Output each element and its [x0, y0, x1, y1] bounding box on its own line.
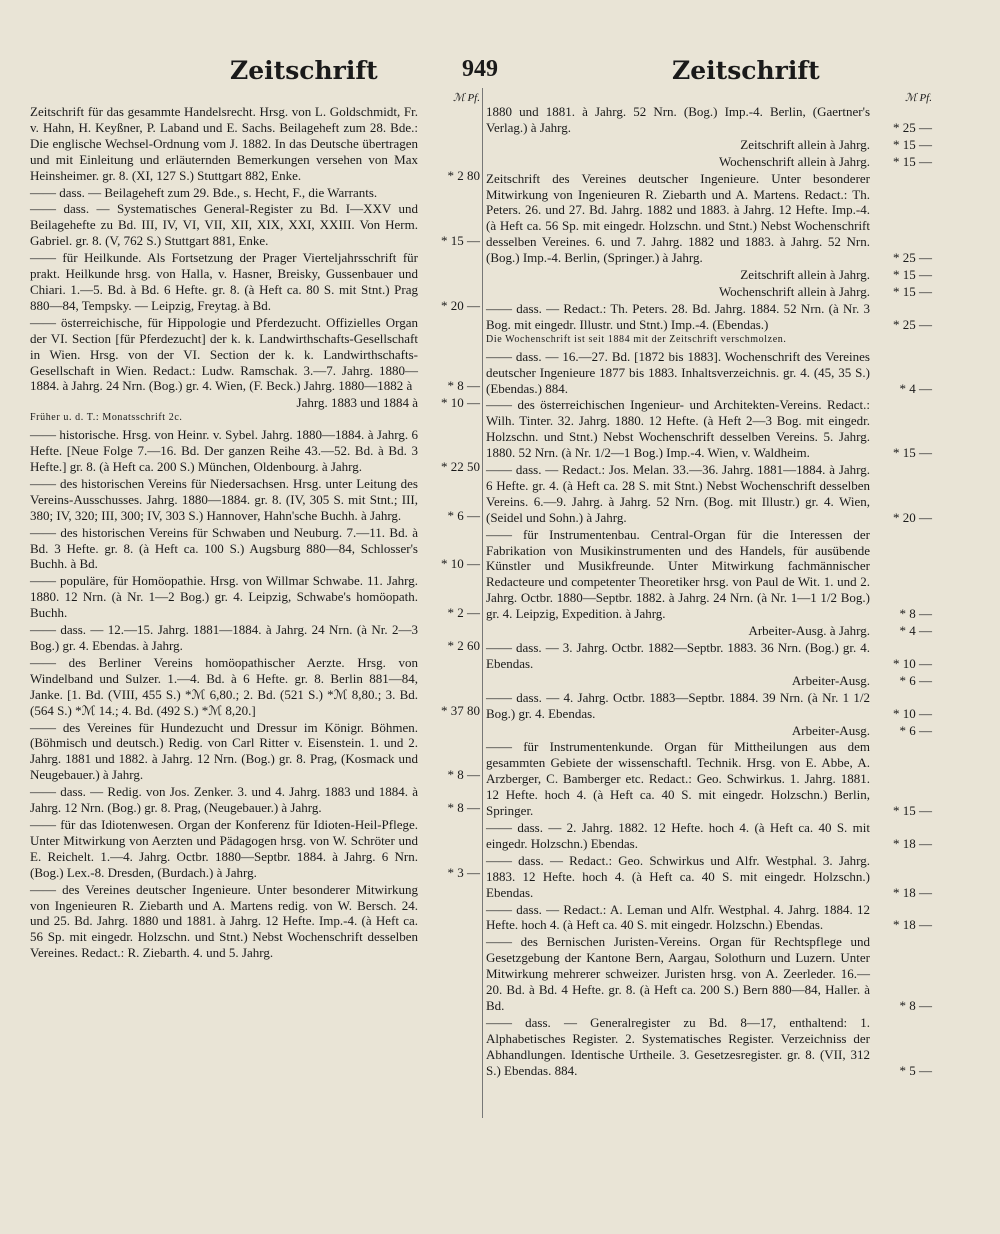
catalog-entry: [30, 784, 480, 816]
entry-text: —— des Bernischen Juristen-Vereins. Organ für Rechtspflege und Gesetzgebung der Kantone Bern, Aargau, Solothurn und Luzern. Unter Mitwirkung mehrerer schweizer. Juristen hrsg. von A. Zeerleder. 16.—20. Bd. à Bd. 4 Hefte. gr. 8. (à Heft ca. 200 S.) Bern 880—84, Haller. à Bd.: [486, 934, 870, 1013]
entry-price: * 10 —: [441, 395, 480, 411]
catalog-entry: [30, 525, 480, 573]
entry-price: * 25 —: [893, 316, 932, 332]
entry-price: * 15 —: [893, 283, 932, 299]
catalog-entry: [486, 301, 932, 333]
catalog-entry: [30, 185, 480, 201]
entry-price: * 8 —: [899, 997, 932, 1013]
entry-text: Zeitschrift für das gesammte Handelsrecht. Hrsg. von L. Goldschmidt, Fr. v. Hahn, H. Keyßner, P. Laband und E. Sachs. Beilageheft zum 28. Bde.: Die englische Wechsel-Ordnung vom J. 1882. In das Deutsche übertragen und mit Einleitung und erläuternden Bemerkungen versehen von Max Heinsheimer. gr. 8. (XI, 127 S.) Stuttgart 882, Enke.: [30, 104, 418, 183]
catalog-entry: [486, 902, 932, 934]
running-head-left: Zeitschrift: [230, 56, 378, 85]
entry-price: * 6 —: [899, 672, 932, 688]
entry-price: * 10 —: [893, 655, 932, 671]
entry-price: * 22 50: [441, 459, 480, 475]
catalog-entry: [30, 573, 480, 621]
entry-text: Zeitschrift allein à Jahrg.: [740, 267, 870, 283]
entry-text: —— dass. — Redact.: Th. Peters. 28. Bd. Jahrg. 1884. 52 Nrn. (à Nr. 3 Bog. mit eingedr. Illustr. und Stnt.) Imp.-4. (Ebendas.): [486, 300, 870, 332]
catalog-entry: [30, 655, 480, 719]
entry-price: * 8 —: [447, 800, 480, 816]
entry-price: * 20 —: [893, 509, 932, 525]
catalog-entry: [486, 673, 932, 689]
entry-price: * 15 —: [441, 233, 480, 249]
entry-price: * 18 —: [893, 884, 932, 900]
catalog-entry: [486, 527, 932, 622]
catalog-entry: [30, 882, 480, 962]
entry-text: Die Wochenschrift ist seit 1884 mit der Zeitschrift verschmolzen.: [486, 333, 787, 345]
entry-text: —— österreichische, für Hippologie und Pferdezucht. Offizielles Organ der VI. Section [für Pferdezucht] der k. k. Landwirthschafts-Gesellschaft in Wien. Hrsg. von der VI. Section der k. k. Landwirthschafts-Gesellschaft in Wien. Redact.: Ludw. Ramschak. 3.—7. Jahrg. 1880—1884. à Jahrg. 24 Nrn. (Bog.) gr. 4. Wien, (F. Beck.) Jahrg. 1880—1882 à: [30, 314, 418, 394]
entry-text: Wochenschrift allein à Jahrg.: [718, 153, 870, 169]
price-column-header: ℳ Pf.: [452, 92, 480, 104]
entry-price: * 8 —: [899, 606, 932, 622]
entry-text: —— dass. — Beilageheft zum 29. Bde., s. Hecht, F., die Warrants.: [30, 184, 378, 200]
entry-text: —— dass. — 4. Jahrg. Octbr. 1883—Septbr. 1884. 39 Nrn. (à Nr. 1 1/2 Bog.) gr. 4. Ebendas.: [486, 689, 870, 721]
catalog-entry: [486, 640, 932, 672]
entry-price: * 18 —: [893, 835, 932, 851]
catalog-entry: [30, 476, 480, 524]
catalog-entry: [486, 154, 932, 170]
left-column: [30, 92, 480, 962]
catalog-entry: [30, 201, 480, 249]
catalog-entry: [30, 817, 480, 881]
catalog-entry: [486, 104, 932, 136]
catalog-entry: [30, 720, 480, 784]
entry-text: —— des historischen Vereins für Niedersachsen. Hrsg. unter Leitung des Vereins-Ausschusses. Jahrg. 1880—1884. gr. 8. (IV, 305 S. mit Stnt.; III, 380; IV, 320; III, 300; IV, 303 S.) Hannover, Hahn'sche Buchh. à Jahrg.: [30, 475, 418, 523]
entry-price: * 15 —: [893, 136, 932, 152]
catalog-entry: [30, 395, 480, 411]
catalog-entry: [486, 1015, 932, 1079]
catalog-entry: [486, 739, 932, 819]
catalog-entry: [486, 171, 932, 266]
entry-text: —— dass. — Systematisches General-Register zu Bd. I—XXV und Beilagehefte zu Bd. III, IV, VI, VII, XII, XIX, XXI, XXIII. Von Herm. Gabriel. gr. 8. (V, 762 S.) Stuttgart 881, Enke.: [30, 201, 418, 249]
entry-text: Jahrg. 1883 und 1884 à: [296, 395, 418, 411]
entry-price: * 2 80: [447, 167, 480, 183]
entry-text: Zeitschrift des Vereines deutscher Ingenieure. Unter besonderer Mitwirkung von Ingenieuren R. Ziebarth und A. Martens. Redact.: Th. Peters. 26. und 27. Bd. Jahrg. 1882 und 1883. à Jahrg. 12 Hefte. Imp.-4. (à Heft ca. 56 Sp. mit eingedr. Holzschn. und Stnt.) Nebst Wochenschrift desselben Vereines. 6. und 7. Jahrg. 1882 und 1883. à Jahrg. 52 Nrn. (Bog.) Imp.-4. Berlin, (Springer.) à Jahrg.: [486, 170, 870, 266]
catalog-entry: [486, 284, 932, 300]
entry-price: * 8 —: [447, 767, 480, 783]
entry-price: * 4 —: [899, 623, 932, 639]
entry-price: * 37 80: [441, 702, 480, 718]
entry-text: Wochenschrift allein à Jahrg.: [718, 283, 870, 299]
entry-text: —— dass. — 3. Jahrg. Octbr. 1882—Septbr. 1883. 36 Nrn. (Bog.) gr. 4. Ebendas.: [486, 640, 870, 671]
entry-text: —— für Instrumentenkunde. Organ für Mittheilungen aus dem gesammten Gebiete der wissenschaftl. Technik. Hrsg. von E. Abbe, A. Arzberger, C. Bamberger etc. Redact.: Geo. Schwirkus. 1. Jahrg. 1881. 12 Hefte. hoch 4. (à Heft ca. 40 S. mit eingedr. Holzschn.) Berlin, Springer.: [486, 739, 870, 819]
entry-text: —— historische. Hrsg. von Heinr. v. Sybel. Jahrg. 1880—1884. à Jahrg. 6 Hefte. [Neue Folge 7.—16. Bd. Der ganzen Reihe 43.—52. Bd. à Bd. 3 Hefte.] gr. 8. (à Heft ca. 200 S.) München, Oldenbourg. à Jahrg.: [30, 427, 418, 475]
entry-text: —— dass. — 2. Jahrg. 1882. 12 Hefte. hoch 4. (à Heft ca. 40 S. mit eingedr. Holzschn.) Ebendas.: [486, 819, 870, 851]
catalog-entry: [486, 853, 932, 901]
catalog-entry: [486, 623, 932, 639]
entry-text: —— des Berliner Vereins homöopathischer Aerzte. Hrsg. von Windelband und Sulzer. 1.—4. Bd. à 6 Hefte. gr. 8. Berlin 881—84, Janke. [1. Bd. (VIII, 455 S.) *ℳ 6,80.; 2. Bd. (521 S.) *ℳ 8,80.; 3. Bd. (564 S.) *ℳ 14.; 4. Bd. (492 S.) *ℳ 8,20.]: [30, 654, 418, 718]
entry-text: —— dass. — Generalregister zu Bd. 8—17, enthaltend: 1. Alphabetisches Register. 2. Systematisches Register. Verzeichniss der Abhandlungen. Identische Urtheile. 3. Gesetzesregister. gr. 8. (VII, 312 S.) Ebendas. 884.: [486, 1014, 870, 1078]
catalog-entry: [30, 104, 480, 184]
catalog-entry: [30, 427, 480, 475]
catalog-entry: [486, 934, 932, 1014]
entry-price: * 6 —: [899, 722, 932, 738]
entry-text: —— des Vereines für Hundezucht und Dressur im Königr. Böhmen. (Böhmisch und deutsch.) Redig. von Carl Ritter v. Eisenstein. 1. und 2. Jahrg. 1881 und 1882. à Jahrg. 12 Nrn. (Bog.) gr. 8. Prag, (Kosmack und Neugebauer.) à Jahrg.: [30, 719, 418, 783]
entry-text: —— des Vereines deutscher Ingenieure. Unter besonderer Mitwirkung von Ingenieuren R. Ziebarth und A. Martens redig. von W. Bersch. 24. und 25. Bd. Jahrg. 1880 und 1881. à Jahrg. 12 Hefte. Imp.-4. (à Heft ca. 56 Sp. mit eingedr. Holzschn. und Stnt.) Nebst Wochenschrift desselben Vereines. Redact.: R. Ziebarth. 4. und 5. Jahrg.: [30, 881, 418, 961]
entry-text: —— dass. — Redig. von Jos. Zenker. 3. und 4. Jahrg. 1883 und 1884. à Jahrg. 12 Nrn. (Bog.) gr. 8. Prag, (Neugebauer.) à Jahrg.: [30, 784, 418, 816]
price-column-header: ℳ Pf.: [904, 92, 932, 104]
entry-text: —— dass. — Redact.: A. Leman und Alfr. Westphal. 4. Jahrg. 1884. 12 Hefte. hoch 4. (à Heft ca. 40 S. mit eingedr. Holzschn.) Ebendas.: [486, 901, 870, 933]
running-head-right: Zeitschrift: [672, 56, 820, 85]
entry-price: * 6 —: [447, 507, 480, 523]
entry-text: Arbeiter-Ausg.: [791, 672, 870, 688]
entry-price: * 10 —: [893, 705, 932, 721]
entry-price: * 15 —: [893, 153, 932, 169]
entry-price: * 15 —: [893, 267, 932, 283]
entry-text: —— populäre, für Homöopathie. Hrsg. von Willmar Schwabe. 11. Jahrg. 1880. 12 Nrn. (à Nr. 1—2 Bog.) gr. 4. Leipzig, Schwabe's homöopath. Buchh.: [30, 573, 418, 621]
catalog-entry: [30, 622, 480, 654]
entry-price: * 18 —: [893, 917, 932, 933]
entry-text: Früher u. d. T.: Monatsschrift 2c.: [30, 412, 183, 424]
entry-text: —— dass. — 12.—15. Jahrg. 1881—1884. à Jahrg. 24 Nrn. (à Nr. 2—3 Bog.) gr. 4. Ebendas. à Jahrg.: [30, 622, 418, 653]
entry-price: * 20 —: [441, 297, 480, 313]
catalog-note: [486, 334, 932, 346]
entry-text: —— für Instrumentenbau. Central-Organ für die Interessen der Fabrikation von Musikinstrumenten und des Handels, für ausübende Künstler und Musikfreunde. Unter Mitwirkung fachmännischer Redacteure und competenter Theoretiker hrsg. von Paul de Wit. 1. und 2. Jahrg. Octbr. 1880—Septbr. 1882. à Jahrg. 24 Nrn. (à Nr. 1—1 1/2 Bog.) gr. 4. Leipzig, Expedition. à Jahrg.: [486, 526, 870, 622]
entry-price: * 2 —: [447, 605, 480, 621]
catalog-entry: [486, 723, 932, 739]
entry-text: 1880 und 1881. à Jahrg. 52 Nrn. (Bog.) Imp.-4. Berlin, (Gaertner's Verlag.) à Jahrg.: [486, 104, 870, 135]
catalog-entry: [30, 315, 480, 395]
entry-price: * 25 —: [893, 119, 932, 135]
entry-price: * 2 60: [447, 638, 480, 653]
entry-price: * 15 —: [893, 803, 932, 819]
column-divider: [482, 88, 483, 1118]
page-number: 949: [462, 56, 498, 82]
catalog-entry: [486, 462, 932, 526]
catalog-entry: [486, 820, 932, 852]
catalog-entry: [486, 137, 932, 153]
entry-price: * 10 —: [441, 556, 480, 572]
entry-text: —— für Heilkunde. Als Fortsetzung der Prager Vierteljahrsschrift für prakt. Heilkunde hrsg. von Halla, v. Hasner, Breisky, Gussenbauer und Chiari. 1.—5. Bd. à Bd. 6 Hefte. gr. 8. (à Heft ca. 80 S. mit Stnt.) Prag 880—84, Tempsky. — Leipzig, Freytag. à Bd.: [30, 250, 418, 313]
entry-text: —— dass. — Redact.: Geo. Schwirkus und Alfr. Westphal. 3. Jahrg. 1883. 12 Hefte. hoch 4. (à Heft ca. 40 S. mit eingedr. Holzschn.) Ebendas.: [486, 852, 870, 900]
entry-text: —— des österreichischen Ingenieur- und Architekten-Vereins. Redact.: Wilh. Tinter. 32. Jahrg. 1880. 12 Hefte. (à Heft 2—3 Bog. mit eingedr. Holzschn. und Stnt.) Nebst Wochenschrift desselben Vereins. 5. Jahrg. 1880. 52 Nrn. (à Nr. 1/2—1 Bog.) Imp.-4. Wien, v. Waldheim.: [486, 397, 870, 461]
entry-text: —— dass. — 16.—27. Bd. [1872 bis 1883]. Wochenschrift des Vereines deutscher Ingenieure 1877 bis 1883. Inhaltsverzeichnis. gr. 4. (45, 35 S.) (Ebendas.) 884.: [486, 348, 870, 396]
entry-price: * 15 —: [893, 445, 932, 461]
entry-price: * 3 —: [447, 864, 480, 880]
right-column: [486, 92, 932, 1079]
entry-text: Arbeiter-Ausg.: [791, 722, 870, 738]
entry-text: —— dass. — Redact.: Jos. Melan. 33.—36. Jahrg. 1881—1884. à Jahrg. 6 Hefte. gr. 4. (à Heft ca. 28 S. mit Stnt.) Nebst Wochenschrift desselben Vereins. 6.—9. Jahrg. à Jahrg. 52 Nrn. (Bog. mit Illustr.) gr. 4. Wien, (Seidel und Sohn.) à Jahrg.: [486, 462, 870, 525]
entry-price: * 8 —: [447, 378, 480, 394]
catalog-entry: [486, 267, 932, 283]
entry-text: Zeitschrift allein à Jahrg.: [740, 136, 870, 152]
catalog-entry: [486, 397, 932, 461]
catalog-note: [30, 412, 480, 424]
entry-price: * 5 —: [899, 1062, 932, 1078]
catalog-entry: [486, 349, 932, 397]
catalog-entry: [30, 250, 480, 314]
entry-text: Arbeiter-Ausg. à Jahrg.: [748, 623, 870, 639]
entry-text: —— für das Idiotenwesen. Organ der Konferenz für Idioten-Heil-Pflege. Unter Mitwirkung von Aerzten und Pädagogen hrsg. von W. Schröter und E. Reichelt. 1.—4. Jahrg. Octbr. 1880—Septbr. 1884. à Jahrg. 6 Nrn. (Bog.) Lex.-8. Dresden, (Burdach.) à Jahrg.: [30, 816, 418, 880]
catalog-entry: [486, 690, 932, 722]
entry-text: —— des historischen Vereins für Schwaben und Neuburg. 7.—11. Bd. à Bd. 3 Hefte. gr. 8. (à Heft ca. 100 S.) Augsburg 880—84, Schlosser's Buchh. à Bd.: [30, 524, 418, 572]
entry-price: * 4 —: [899, 380, 932, 396]
entry-price: * 25 —: [893, 250, 932, 266]
